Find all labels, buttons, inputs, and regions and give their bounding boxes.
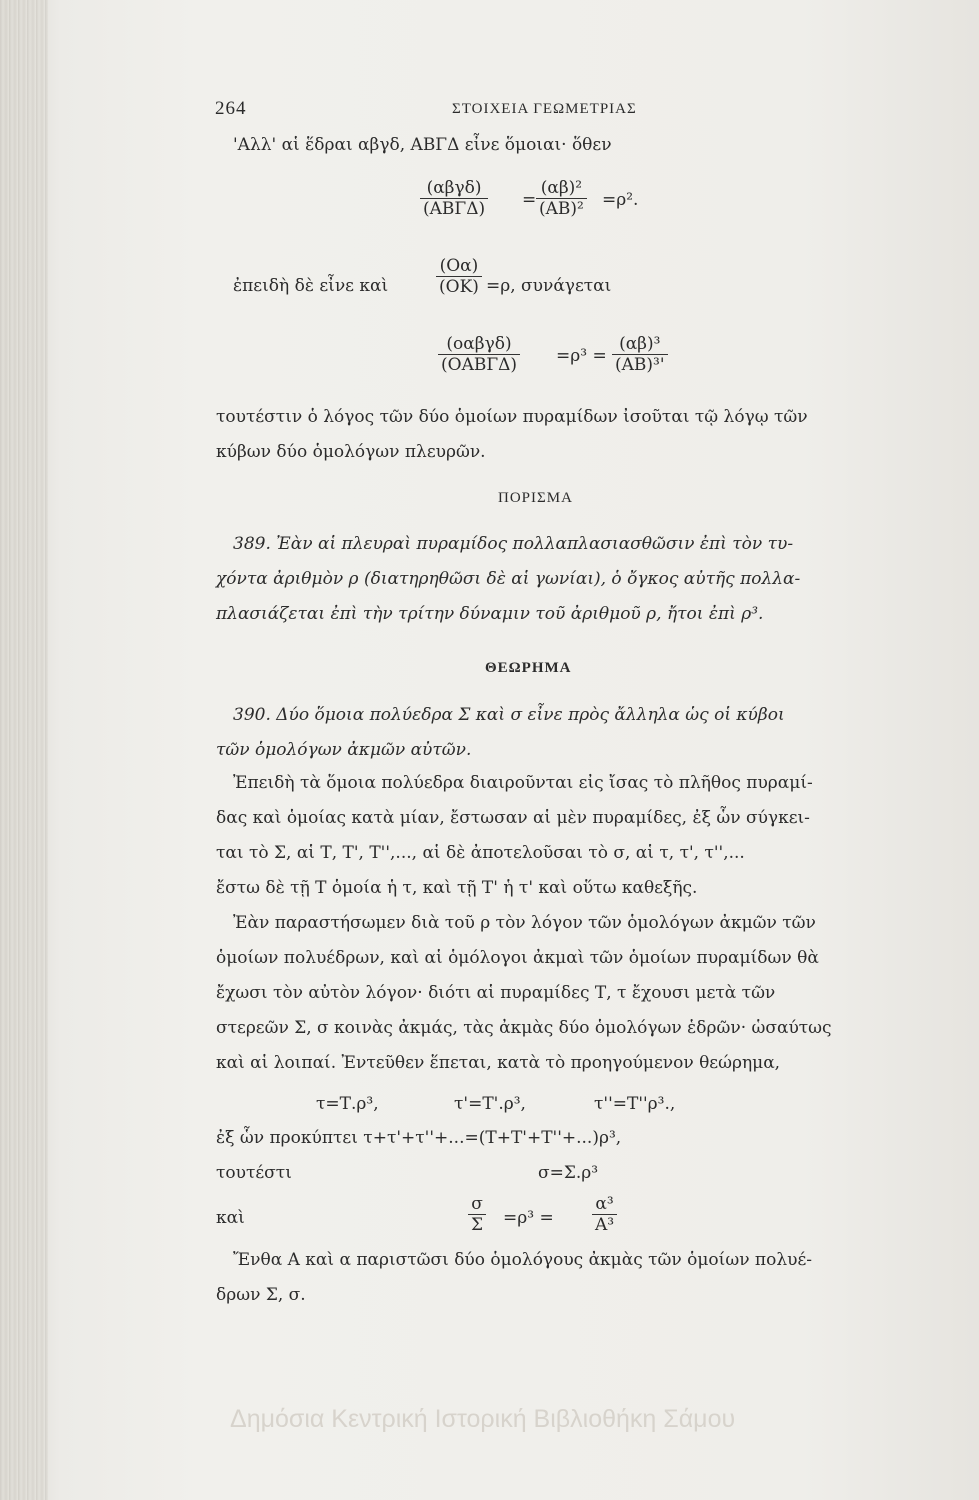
eq7-den2: Α³ <box>595 1215 615 1235</box>
proof-line-7: ἔχωσι τὸν αὐτὸν λόγον· διότι αἱ πυραμίδες Τ, τ ἔχουσι μετὰ τῶν <box>216 983 776 1003</box>
eq1-fraction-2 <box>536 178 587 219</box>
proof-line-8: στερεῶν Σ, σ κοινὰς ἀκμάς, τὰς ἀκμὰς δύο ὁμολόγων ἑδρῶν· ὡσαύτως <box>216 1018 832 1038</box>
porisma-title: ΠΟΡΙΣΜΑ <box>498 490 573 506</box>
porisma-line-2: χόντα ἀριθμὸν ρ (διατηρηθῶσι δὲ αἱ γωνίαι), ὁ ὄγκος αὐτῆς πολλα- <box>216 569 801 589</box>
eq4-c: τ''=Τ''ρ³., <box>594 1094 676 1114</box>
eq3-fraction-2 <box>612 334 668 375</box>
eq1-num2: (αβ)² <box>536 178 587 199</box>
eq1-equals: = <box>522 190 537 210</box>
eq3-mid: =ρ³ = <box>556 346 607 366</box>
para1-line-2: κύβων δύο ὁμολόγων πλευρῶν. <box>216 442 486 462</box>
proof-line-4: ἔστω δὲ τῇ Τ ὁμοία ἡ τ, καὶ τῇ Τ' ἡ τ' καὶ οὕτω καθεξῆς. <box>216 878 698 898</box>
eq3-den2: (ΑΒ)³' <box>615 355 665 375</box>
eq2-fraction <box>436 256 482 297</box>
eq2-pre: ἐπειδὴ δὲ εἶνε καὶ <box>233 276 389 296</box>
proof-line-5: Ἐὰν παραστήσωμεν διὰ τοῦ ρ τὸν λόγον τῶν ὁμολόγων ἀκμῶν τῶν <box>233 913 816 933</box>
proof-line-3: ται τὸ Σ, αἱ Τ, Τ', Τ'',..., αἱ δὲ ἀποτελοῦσαι τὸ σ, αἱ τ, τ', τ'',... <box>216 843 745 863</box>
proof-line-2: δας καὶ ὁμοίας κατὰ μίαν, ἔστωσαν αἱ μὲν πυραμίδες, ἐξ ὧν σύγκει- <box>216 808 810 828</box>
final-line-2: δρων Σ, σ. <box>216 1285 306 1305</box>
eq2-num: (Οα) <box>436 256 482 277</box>
final-line-1: Ἔνθα Α καὶ α παριστῶσι δύο ὁμολόγους ἀκμὰς τῶν ὁμοίων πολυέ- <box>233 1250 812 1270</box>
theorema-line-2: τῶν ὁμολόγων ἀκμῶν αὐτῶν. <box>216 740 472 760</box>
eq7-den1: Σ <box>471 1215 484 1235</box>
eq7-num2: α³ <box>592 1194 617 1215</box>
page-number: 264 <box>215 98 247 119</box>
proof-line-1: Ἐπειδὴ τὰ ὅμοια πολύεδρα διαιροῦνται εἰς ἴσας τὸ πλῆθος πυραμί- <box>233 773 813 793</box>
library-watermark: Δημόσια Κεντρική Ιστορική Βιβλιοθήκη Σάμου <box>230 1405 736 1433</box>
eq6-formula: σ=Σ.ρ³ <box>538 1163 599 1183</box>
eq5: ἐξ ὧν προκύπτει τ+τ'+τ''+...=(Τ+Τ'+Τ''+...)ρ³, <box>216 1128 622 1148</box>
eq1-num1: (αβγδ) <box>420 178 488 199</box>
eq4-a: τ=Τ.ρ³, <box>316 1094 379 1114</box>
page-edge-shadow <box>0 0 48 1500</box>
eq3-fraction-1 <box>438 334 520 375</box>
eq7-fraction-2 <box>592 1194 617 1235</box>
eq7-pre: καὶ <box>216 1208 245 1228</box>
theorema-title: ΘΕΩΡΗΜΑ <box>485 660 572 676</box>
para1-line-1: τουτέστιν ὁ λόγος τῶν δύο ὁμοίων πυραμίδων ἰσοῦται τῷ λόγῳ τῶν <box>216 407 808 427</box>
eq6-pre: τουτέστι <box>216 1163 292 1183</box>
theorema-line-1: 390. Δύο ὅμοια πολύεδρα Σ καὶ σ εἶνε πρὸς ἄλληλα ὡς οἱ κύβοι <box>233 705 785 725</box>
eq1-fraction-1 <box>420 178 488 219</box>
porisma-line-1: 389. Ἐὰν αἱ πλευραὶ πυραμίδος πολλαπλασιασθῶσιν ἐπὶ τὸν τυ- <box>233 534 794 554</box>
eq2-den: (ΟΚ) <box>439 277 479 297</box>
eq7-fraction-1 <box>468 1194 486 1235</box>
eq3-den1: (ΟΑΒΓΔ) <box>441 355 518 375</box>
proof-line-6: ὁμοίων πολυέδρων, καὶ αἱ ὁμόλογοι ἀκμαὶ τῶν ὁμοίων πυραμίδων θὰ <box>216 948 819 968</box>
running-title: ΣΤΟΙΧΕΙΑ ΓΕΩΜΕΤΡΙΑΣ <box>452 101 637 117</box>
eq7-num1: σ <box>468 1194 486 1215</box>
eq3-num2: (αβ)³ <box>612 334 668 355</box>
eq2-rest: =ρ, συνάγεται <box>486 276 612 296</box>
porisma-line-3: πλασιάζεται ἐπὶ τὴν τρίτην δύναμιν τοῦ ἀριθμοῦ ρ, ἤτοι ἐπὶ ρ³. <box>216 604 764 624</box>
intro-line: 'Αλλ' αἱ ἕδραι αβγδ, ΑΒΓΔ εἶνε ὅμοιαι· ὅθεν <box>233 135 612 155</box>
eq1-den2: (ΑΒ)² <box>539 199 584 219</box>
eq1-den1: (ΑΒΓΔ) <box>423 199 486 219</box>
eq1-rest: =ρ². <box>602 190 639 210</box>
eq4-b: τ'=Τ'.ρ³, <box>454 1094 526 1114</box>
eq3-num1: (οαβγδ) <box>438 334 520 355</box>
eq7-mid: =ρ³ = <box>503 1208 554 1228</box>
proof-line-9: καὶ αἱ λοιπαί. Ἐντεῦθεν ἕπεται, κατὰ τὸ προηγούμενον θεώρημα, <box>216 1053 781 1073</box>
